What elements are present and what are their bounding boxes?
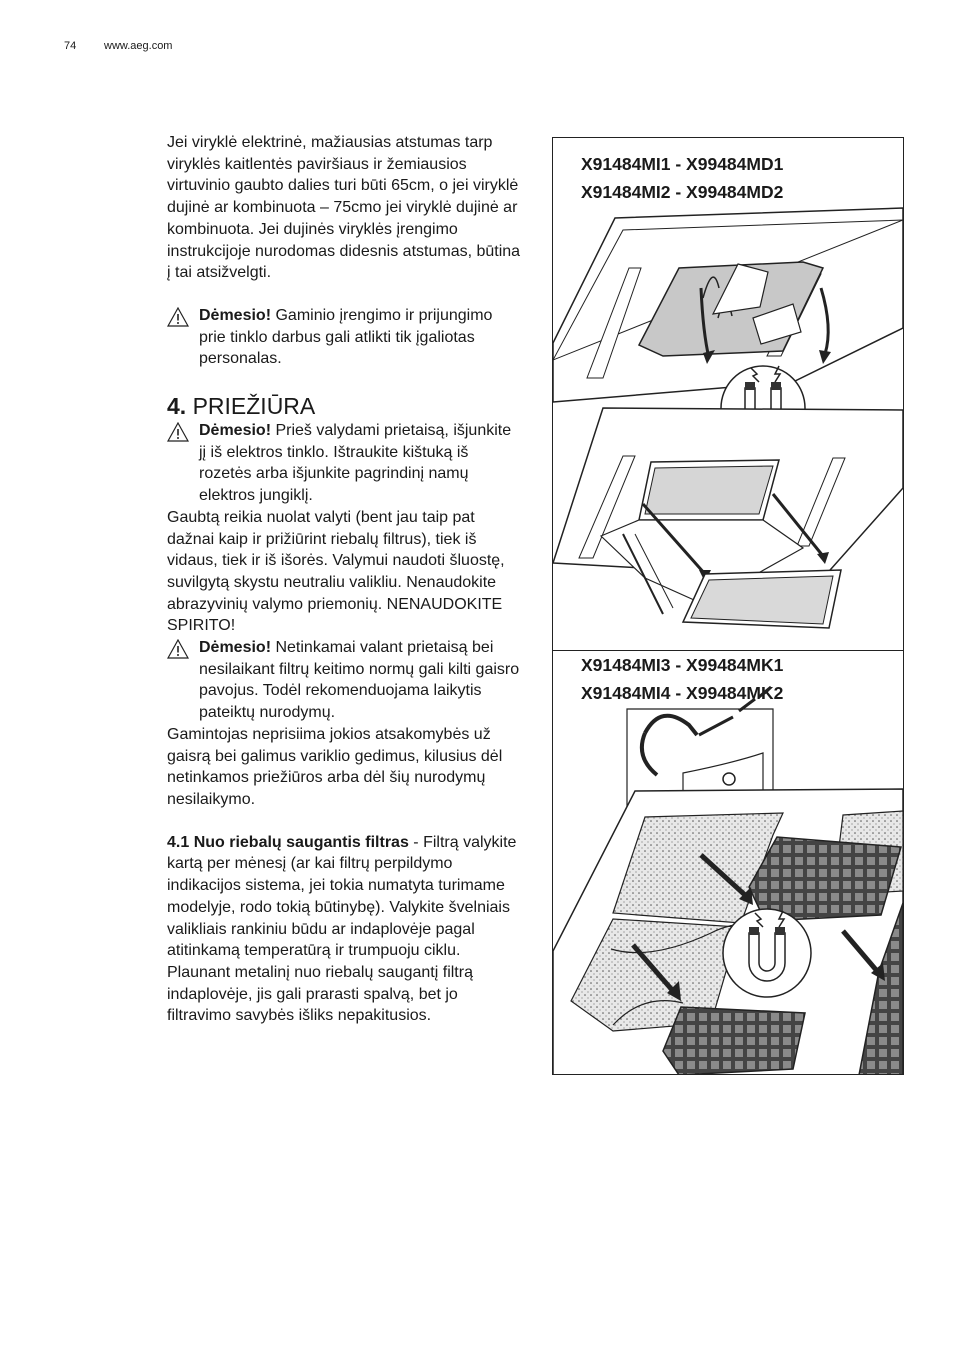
warning-label: Dėmesio!	[199, 306, 272, 324]
filter-title: 4.1 Nuo riebalų saugantis filtras	[167, 833, 409, 851]
warning-fire	[167, 637, 522, 724]
filter-paragraph	[167, 832, 522, 1027]
main-text-column	[167, 132, 522, 1027]
page-number: 74	[64, 40, 77, 52]
model-line: X91484MI2 - X99484MD2	[581, 182, 784, 202]
warning-icon	[167, 307, 189, 327]
cleaning-paragraph: Gaubtą reikia nuolat valyti (bent jau taip pat dažnai kaip ir prižiūrint riebalų filtrus), tiek iš vidaus, tiek ir iš išorės. Valymui naudoti šluostę, suvilgytą skystu neutraliu valikliu. Nenaudokite abrazyvinių valymo priemonių. NENAUDOKITE SPIRITO!	[167, 508, 505, 635]
intro-paragraph: Jei viryklė elektrinė, mažiausias atstumas tarp viryklės kaitlentės paviršiaus ir žemiausios virtuvinio gaubto dalies turi būti 65cm, o jei viryklė dujinė ar kombinuota – 75cmo jei viryklė dujinė ar kombinuota. Jei dujinės viryklės įrengimo instrukcijoje nurodomas didesnis atstumas, būtina į tai atsižvelgti.	[167, 134, 521, 282]
warning-disconnect	[167, 420, 522, 507]
warning-text: Prieš valydami prietaisą, išjunkite jį iš elektros tinklo. Ištraukite kištuką iš rozetės arba išjunkite pagrindinį namų elektros jungiklį.	[199, 422, 512, 505]
warning-text: Netinkamai valant prietaisą bei nesilaikant filtrų keitimo normų gali kilti gaisro pavojus. Todėl rekomenduojama laikytis pateiktų nurodymų.	[199, 639, 520, 722]
carbon-filter-illustration	[553, 651, 903, 1075]
warning-icon	[167, 422, 189, 442]
grease-filter-illustration	[553, 138, 903, 650]
liability-paragraph: Gamintojas neprisiima jokios atsakomybės už gaisrą bei galimus variklio gedimus, kilusius dėl netinkamos priežiūros arba dėl šių nurodymų nesilaikymo.	[167, 725, 503, 808]
model-line: X91484MI4 - X99484MK2	[581, 683, 784, 703]
section-heading	[167, 392, 522, 420]
warning-installation	[167, 305, 522, 370]
warning-icon	[167, 639, 189, 659]
section-number: 4.	[167, 393, 187, 420]
warning-label: Dėmesio!	[199, 422, 272, 440]
filter-illustration-box	[552, 137, 904, 1075]
site-url: www.aeg.com	[104, 40, 173, 52]
figure-section-carbon-filter	[553, 650, 903, 1075]
section-title: PRIEŽIŪRA	[186, 393, 316, 420]
warning-label: Dėmesio!	[199, 639, 272, 657]
figure-section-grease-filter	[553, 138, 903, 650]
filter-text: - Filtrą valykite kartą per mėnesį (ar kai filtrų perpildymo indikacijos sistema, jei tokia numatyta turimame modelyje, rodo tokią būtinybę). Valykite švelniais valikliais rankiniu būdu ar indaplovėje pagal atitinkamą temperatūrą ir trumpuoju ciklu. Plaunant metalinį nuo riebalų saugantį filtrą indaplovėje, jis gali prarasti spalvą, bet jo filtravimo savybės išliks nepakitusios.	[167, 833, 517, 1025]
warning-text: Gaminio įrengimo ir prijungimo prie tinklo darbus gali atlikti tik įgaliotas personalas.	[199, 306, 493, 368]
model-line: X91484MI3 - X99484MK1	[581, 655, 784, 675]
model-line: X91484MI1 - X99484MD1	[581, 154, 784, 174]
